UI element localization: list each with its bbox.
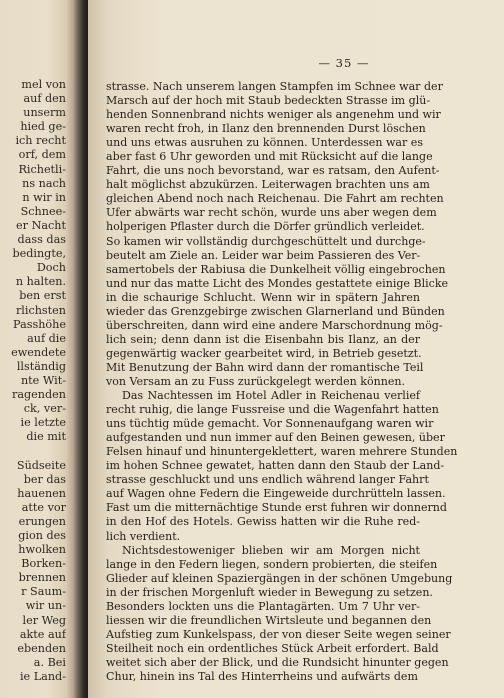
- left-page-line: [0, 444, 66, 458]
- left-page-line: n wir in: [22, 190, 66, 204]
- left-page-line: wir un-: [25, 599, 66, 613]
- text-line: Ufer abwärts war recht schön, wurde uns aber wegen dem: [106, 206, 437, 220]
- text-line: gleichen Abend noch nach Reichenau. Die Fahrt am rechten: [106, 192, 444, 206]
- left-page-line: Richetli-: [18, 162, 66, 176]
- text-line: weitet sich aber der Blick, und die Rundsicht hinunter gegen: [106, 655, 449, 669]
- left-page-line: auf die: [27, 331, 66, 345]
- paragraph: [106, 80, 449, 389]
- text-line: gegenwärtig wacker gearbeitet wird, in Betrieb gesetzt.: [106, 346, 422, 360]
- left-page-line: hwolken: [18, 543, 66, 557]
- text-line: Aufstieg zum Kunkelspass, der von dieser Seite wegen seiner: [106, 627, 451, 641]
- text-line: in den Hof des Hotels. Gewiss hatten wir die Ruhe red-: [106, 515, 420, 529]
- text-line: in die schaurige Schlucht. Wenn wir in spätern Jahren: [106, 290, 420, 304]
- left-page-line: ler Weg: [22, 613, 66, 627]
- page-number: — 35 —: [318, 56, 370, 70]
- text-line: überschreiten, dann wird eine andere Marschordnung mög-: [106, 318, 443, 332]
- text-line: Mit Benutzung der Bahn wird dann der romantische Teil: [106, 360, 424, 374]
- text-line: und nur das matte Licht des Mondes gestattete einige Blicke: [106, 276, 449, 290]
- left-page-line: dass das: [17, 233, 66, 247]
- left-page-line: ich recht: [15, 134, 66, 148]
- left-page-line: er Nacht: [16, 218, 66, 232]
- text-line: recht ruhig, die lange Fussreise und die Wagenfahrt hatten: [106, 403, 439, 417]
- left-page-line: hauenen: [17, 486, 66, 500]
- text-line: liessen wir die freundlichen Wirtsleute und begannen den: [106, 613, 432, 627]
- left-page-line: akte auf: [19, 627, 66, 641]
- left-page-line: hied ge-: [20, 120, 66, 134]
- text-line: Chur, hinein ins Tal des Hinterrheins und aufwärts dem: [106, 669, 418, 683]
- left-page-line: ragenden: [12, 388, 66, 402]
- left-page-line: mel von: [21, 78, 66, 91]
- text-line: samertobels der Rabiusa die Dunkelheit völlig eingebrochen: [106, 262, 446, 276]
- paragraph: [106, 389, 458, 544]
- text-line: halt möglichst abzukürzen. Leiterwagen brachten uns am: [106, 178, 430, 192]
- text-line: Felsen hinauf und hinuntergeklettert, waren mehrere Stunden: [106, 445, 458, 459]
- left-page-line: Doch: [36, 261, 66, 275]
- left-page-line: orf, dem: [18, 148, 66, 162]
- left-page-line: Südseite: [16, 458, 66, 472]
- text-line: lange in den Federn liegen, sondern probierten, die steifen: [106, 557, 438, 571]
- left-page-line: bedingte,: [12, 247, 66, 261]
- text-line: wieder das Grenzgebirge zwischen Glarnerland und Bünden: [106, 304, 445, 318]
- text-line: So kamen wir vollständig durchgeschüttelt und durchge-: [106, 234, 426, 248]
- text-line: aufgestanden und nun immer auf den Beinen gewesen, über: [106, 431, 445, 445]
- body-text: [106, 80, 458, 684]
- text-line: waren recht froh, in Ilanz den brennenden Durst löschen: [106, 122, 426, 136]
- text-line: und uns etwas ausruhen zu können. Unterdessen war es: [106, 136, 423, 150]
- text-line: Steilheit noch ein ordentliches Stück Arbeit erfordert. Bald: [106, 641, 439, 655]
- text-line: von Versam an zu Fuss zurückgelegt werden können.: [106, 374, 405, 388]
- text-line: strasse geschluckt und uns endlich während langer Fahrt: [106, 473, 429, 487]
- paragraph: [106, 543, 453, 684]
- text-line: beutelt am Ziele an. Leider war beim Passieren des Ver-: [106, 248, 421, 262]
- text-line: im hohen Schnee gewatet, hatten dann den Staub der Land-: [106, 459, 445, 473]
- left-page-text: [0, 78, 66, 684]
- left-page-line: nte Wit-: [20, 373, 66, 387]
- left-page-line: n halten.: [15, 275, 66, 289]
- left-page-line: Schnee-: [20, 204, 66, 218]
- text-line: Nichtsdestoweniger blieben wir am Morgen nicht: [122, 543, 420, 557]
- left-page-line: Borken-: [21, 557, 66, 571]
- left-page-line: Passhöhe: [13, 317, 66, 331]
- left-page-line: llständig: [16, 359, 66, 373]
- left-page-line: ns nach: [22, 176, 66, 190]
- left-page-line: ben erst: [19, 289, 66, 303]
- left-page-line: ie Land-: [19, 669, 66, 683]
- left-page-line: ie letzte: [20, 416, 66, 430]
- text-line: in der frischen Morgenluft wieder in Bewegung zu setzen.: [106, 585, 433, 599]
- text-line: Glieder auf kleinen Spaziergängen in der schönen Umgebung: [106, 571, 453, 585]
- left-page-line: ck, ver-: [23, 402, 66, 416]
- text-line: aber fast 6 Uhr geworden und mit Rücksicht auf die lange: [106, 150, 433, 164]
- text-line: Marsch auf der hoch mit Staub bedeckten Strasse im glü-: [106, 94, 431, 108]
- left-page-line: erungen: [18, 514, 66, 528]
- left-page-line: die mit: [26, 430, 66, 444]
- text-line: uns tüchtig müde gemacht. Vor Sonnenaufgang waren wir: [106, 417, 434, 431]
- text-line: strasse. Nach unserem langen Stampfen im Schnee war der: [106, 80, 443, 93]
- book-gutter: [66, 0, 88, 698]
- text-line: Besonders lockten uns die Plantagärten. Um 7 Uhr ver-: [106, 599, 420, 613]
- left-page-line: rlichsten: [15, 303, 66, 317]
- left-page-line: ewendete: [11, 345, 66, 359]
- left-page-line: r Saum-: [21, 585, 66, 599]
- text-line: henden Sonnenbrand nichts weniger als angenehm und wir: [106, 108, 441, 122]
- text-line: auf Wagen ohne Federn die Eingeweide durchrütteln lassen.: [106, 487, 446, 501]
- text-line: Fahrt, die uns noch bevorstand, war es ratsam, den Aufent-: [106, 164, 440, 178]
- left-page: [0, 0, 68, 698]
- left-page-line: ber das: [23, 472, 66, 486]
- left-page-line: unserm: [23, 106, 66, 120]
- left-page-line: auf den: [23, 92, 66, 106]
- right-page: [88, 0, 504, 698]
- text-line: Fast um die mitternächtige Stunde erst fuhren wir donnernd: [106, 501, 447, 515]
- text-line: lich sein; denn dann ist die Eisenbahn bis Ilanz, an der: [106, 332, 420, 346]
- left-page-line: atte vor: [21, 500, 66, 514]
- text-line: Das Nachtessen im Hotel Adler in Reichenau verlief: [122, 389, 420, 403]
- left-page-line: a. Bei: [33, 655, 66, 669]
- left-page-line: ebenden: [17, 641, 66, 655]
- left-page-line: gion des: [18, 529, 66, 542]
- left-page-line: brennen: [18, 571, 66, 585]
- text-line: lich verdient.: [106, 529, 181, 543]
- text-line: holperigen Pflaster durch die Dörfer gründlich verleidet.: [106, 220, 425, 234]
